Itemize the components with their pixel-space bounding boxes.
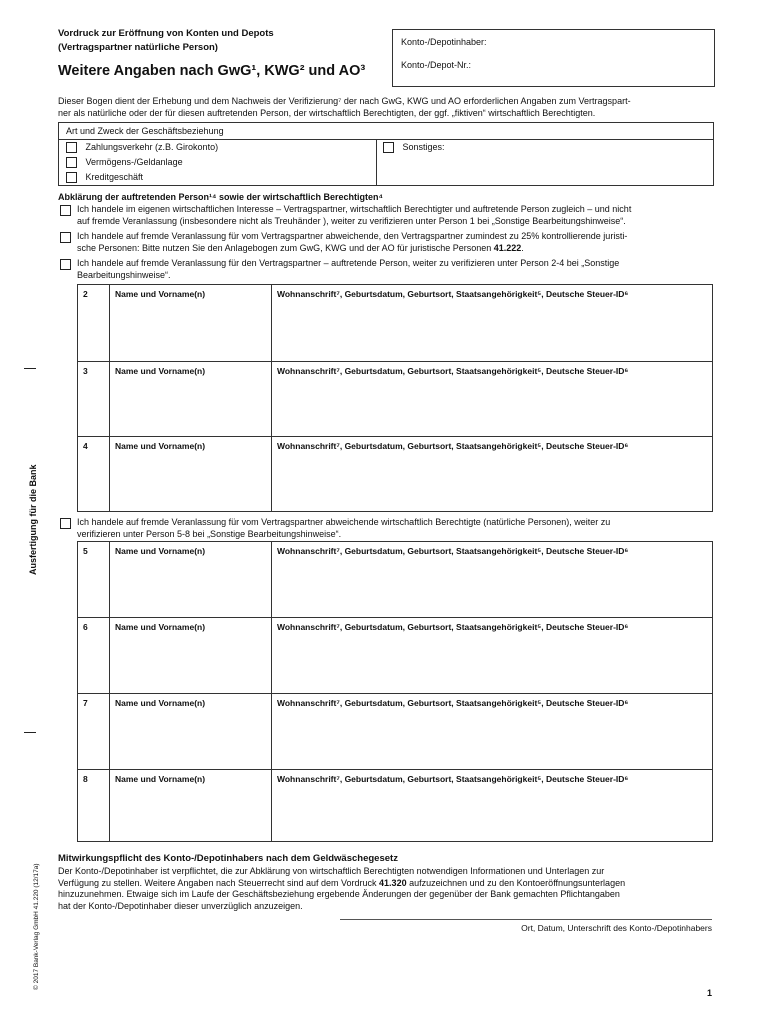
- option-text: Ich handele auf fremde Veranlassung für vom Vertragspartner abweichende, den Vertragspartner zumindest zu 25% kontrollierende juristi-: [77, 231, 628, 241]
- column-divider: [376, 139, 377, 185]
- person-number: 5: [78, 542, 110, 618]
- page-title: Weitere Angaben nach GwG¹, KWG² und AO³: [58, 63, 366, 79]
- option-text-part: sche Personen: Bitte nutzen Sie den Anlagebogen zum GwG, KWG und der AO für juristische Personen: [77, 242, 494, 253]
- business-purpose-header-row: [59, 123, 713, 140]
- option-text: Ich handele im eigenen wirtschaftlichen Interesse – Vertragspartner, wirtschaftlich Berechtigter und auftretende Person zugleich – und nicht: [77, 204, 632, 214]
- text-line: Der Konto-/Depotinhaber ist verpflichtet, die zur Abklärung von wirtschaftlich Berechtigten notwendigen Informationen und Unterlagen zur: [58, 866, 605, 876]
- name-field[interactable]: Name und Vorname(n): [110, 694, 272, 770]
- details-field[interactable]: Wohnanschrift⁷, Geburtsdatum, Geburtsort, Staatsangehörigkeit⁵, Deutsche Steuer-ID⁶: [272, 285, 713, 362]
- option-legal-persons[interactable]: [60, 231, 712, 255]
- table-row: [78, 285, 713, 362]
- table-row: [78, 542, 713, 618]
- persons-table-2-4: [77, 284, 713, 512]
- checkbox-icon[interactable]: [66, 142, 77, 153]
- text-line: hat der Konto-/Depotinhaber dieser unverzüglich anzuzeigen.: [58, 900, 303, 911]
- details-field[interactable]: Wohnanschrift⁷, Geburtsdatum, Geburtsort, Staatsangehörigkeit⁵, Deutsche Steuer-ID⁶: [272, 694, 713, 770]
- person-number: 3: [78, 362, 110, 437]
- person-number: 4: [78, 437, 110, 512]
- table-row: [78, 362, 713, 437]
- persons-table-5-8: [77, 541, 713, 842]
- checkbox-icon[interactable]: [383, 142, 394, 153]
- purpose-option-label: Sonstiges:: [402, 142, 445, 152]
- purpose-option-investment[interactable]: [66, 157, 183, 169]
- details-field[interactable]: Wohnanschrift⁷, Geburtsdatum, Geburtsort, Staatsangehörigkeit⁵, Deutsche Steuer-ID⁶: [272, 362, 713, 437]
- text-part: Verfügung zu stellen. Weitere Angaben nach Steuerrecht sind auf dem Vordruck: [58, 877, 380, 888]
- checkbox-icon[interactable]: [60, 259, 71, 270]
- intro-line-1: Dieser Bogen dient der Erhebung und dem Nachweis der Verifizierung⁷ der nach GwG, KWG und AO erforderlichen Angaben zum Vertragspart-: [58, 96, 631, 106]
- fold-mark: [24, 732, 36, 733]
- option-beneficial-owners[interactable]: [60, 517, 712, 541]
- fold-mark: [24, 368, 36, 369]
- checkbox-icon[interactable]: [66, 172, 77, 183]
- purpose-option-payments[interactable]: [66, 142, 218, 154]
- purpose-option-credit[interactable]: [66, 172, 143, 184]
- details-field[interactable]: Wohnanschrift⁷, Geburtsdatum, Geburtsort, Staatsangehörigkeit⁵, Deutsche Steuer-ID⁶: [272, 437, 713, 512]
- business-purpose-heading: Art und Zweck der Geschäftsbeziehung: [66, 126, 224, 136]
- text-part: aufzuzeichnen und zu den Kontoeröffnungsunterlagen: [406, 877, 626, 888]
- person-number: 7: [78, 694, 110, 770]
- intro-line-2: ner als natürliche oder der für diesen auftretenden Person, der wirtschaftlich Berechtigten, der ggf. „fiktiven“ wirtschaftlich Berechtigten.: [58, 107, 596, 118]
- option-own-interest[interactable]: [60, 204, 712, 228]
- details-field[interactable]: Wohnanschrift⁷, Geburtsdatum, Geburtsort, Staatsangehörigkeit⁵, Deutsche Steuer-ID⁶: [272, 542, 713, 618]
- purpose-option-label: Kreditgeschäft: [85, 172, 144, 182]
- clarification-title: Abklärung der auftretenden Person¹⁴ sowie der wirtschaftlich Berechtigten⁴: [58, 192, 383, 202]
- form-number: 41.222: [493, 242, 522, 253]
- account-number-label: Konto-/Depot-Nr.:: [401, 60, 472, 70]
- signature-line[interactable]: [340, 919, 712, 920]
- signature-label: Ort, Datum, Unterschrift des Konto-/Depotinhabers: [521, 923, 712, 933]
- option-text: verifizieren unter Person 5-8 bei „Sonstige Bearbeitungshinweise“.: [77, 528, 342, 539]
- checkbox-icon[interactable]: [60, 232, 71, 243]
- name-field[interactable]: Name und Vorname(n): [110, 437, 272, 512]
- text-line: hinzuzunehmen. Etwaige sich im Laufe der Geschäftsbeziehung ergebende Änderungen der gegenüber der Bank gemachten Pflichtangaben: [58, 889, 620, 899]
- person-number: 6: [78, 618, 110, 694]
- name-field[interactable]: Name und Vorname(n): [110, 770, 272, 842]
- checkbox-icon[interactable]: [66, 157, 77, 168]
- table-row: [78, 770, 713, 842]
- checkbox-icon[interactable]: [60, 205, 71, 216]
- copyright: © 2017 Bank-Verlag GmbH 41.220 (12/17a): [33, 863, 40, 990]
- purpose-option-label: Zahlungsverkehr (z.B. Girokonto): [85, 142, 219, 152]
- cooperation-duty-text: [58, 866, 712, 912]
- name-field[interactable]: Name und Vorname(n): [110, 618, 272, 694]
- page-number: 1: [706, 988, 712, 998]
- table-row: [78, 437, 713, 512]
- table-row: [78, 618, 713, 694]
- purpose-option-label: Vermögens-/Geldanlage: [85, 157, 183, 167]
- purpose-option-other[interactable]: [383, 142, 445, 154]
- person-number: 8: [78, 770, 110, 842]
- option-text: Ich handele auf fremde Veranlassung für vom Vertragspartner abweichende wirtschaftlich Berechtigte (natürliche Personen), weiter zu: [77, 517, 611, 527]
- text-line: [58, 878, 712, 890]
- option-text: Bearbeitungshinweise“.: [77, 269, 171, 280]
- cooperation-duty-title: Mitwirkungspflicht des Konto-/Depotinhabers nach dem Geldwäschegesetz: [58, 853, 398, 864]
- account-holder-label: Konto-/Depotinhaber:: [401, 37, 487, 47]
- option-text: Ich handele auf fremde Veranlassung für den Vertragspartner – auftretende Person, weiter zu verifizieren unter Person 2-4 bei „Sonstige: [77, 258, 620, 268]
- details-field[interactable]: Wohnanschrift⁷, Geburtsdatum, Geburtsort, Staatsangehörigkeit⁵, Deutsche Steuer-ID⁶: [272, 618, 713, 694]
- intro-text: [58, 96, 718, 119]
- form-type-line2: (Vertragspartner natürliche Person): [58, 42, 218, 53]
- table-row: [78, 694, 713, 770]
- option-text: [77, 243, 712, 255]
- checkbox-icon[interactable]: [60, 518, 71, 529]
- copy-label: Ausfertigung für die Bank: [28, 464, 38, 575]
- name-field[interactable]: Name und Vorname(n): [110, 542, 272, 618]
- option-for-contract-partner[interactable]: [60, 258, 712, 282]
- business-purpose-box: [58, 122, 714, 186]
- name-field[interactable]: Name und Vorname(n): [110, 285, 272, 362]
- details-field[interactable]: Wohnanschrift⁷, Geburtsdatum, Geburtsort, Staatsangehörigkeit⁵, Deutsche Steuer-ID⁶: [272, 770, 713, 842]
- option-text-part: .: [521, 242, 524, 253]
- option-text: auf fremde Veranlassung (insbesondere nicht als Treuhänder ), weiter zu verifizieren unter Person 1 bei „Sonstige Bearbeitungshinweise“.: [77, 215, 626, 226]
- account-info-box: [392, 29, 715, 87]
- form-type-line1: Vordruck zur Eröffnung von Konten und Depots: [58, 28, 274, 39]
- person-number: 2: [78, 285, 110, 362]
- form-number: 41.320: [379, 877, 407, 888]
- name-field[interactable]: Name und Vorname(n): [110, 362, 272, 437]
